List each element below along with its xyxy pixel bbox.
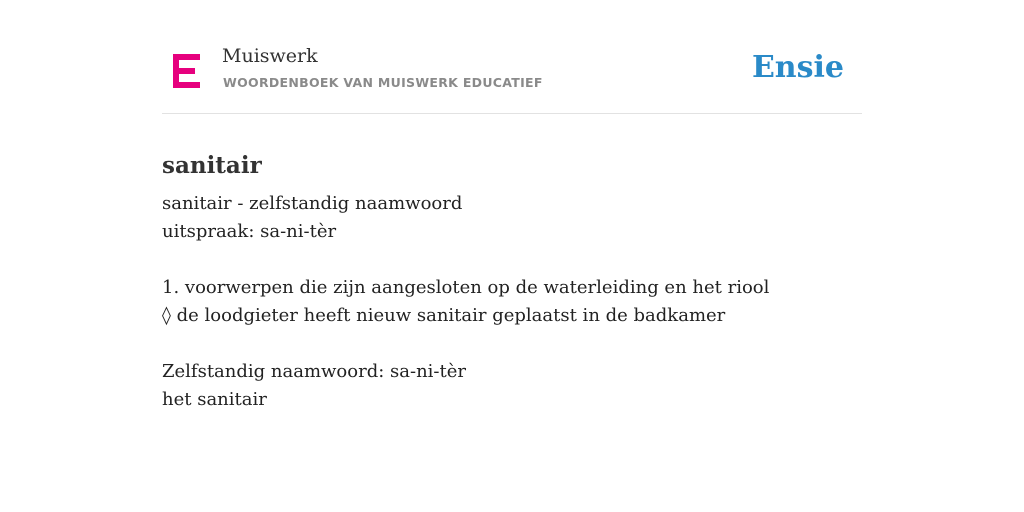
- brand-name[interactable]: Muiswerk: [222, 45, 318, 67]
- definition-line-word-class: sanitair - zelfstandig naamwoord: [162, 193, 463, 214]
- definition-line-spacer: [162, 246, 769, 274]
- logo-bar-top: [173, 54, 200, 60]
- definition-line-article: het sanitair: [162, 389, 267, 410]
- page-title: sanitair: [162, 152, 262, 180]
- page-container: [162, 0, 862, 410]
- ensie-logo[interactable]: Ensie: [751, 50, 844, 85]
- logo-bar-bottom: [173, 82, 200, 88]
- definition-line-pronunciation: uitspraak: sa-ni-tèr: [162, 221, 337, 242]
- brand-subtitle: WOORDENBOEK VAN MUISWERK EDUCATIEF: [223, 75, 543, 90]
- definition-line-example: ◊ de loodgieter heeft nieuw sanitair geplaatst in de badkamer: [162, 305, 726, 326]
- definition-line-spacer: [162, 330, 769, 358]
- site-header: [162, 0, 862, 114]
- definition-body: [162, 190, 769, 414]
- muiswerk-logo-icon[interactable]: [173, 54, 200, 88]
- logo-bar-middle: [173, 68, 195, 74]
- definition-line-meaning: 1. voorwerpen die zijn aangesloten op de waterleiding en het riool: [162, 277, 770, 298]
- definition-line-noun-pronunciation: Zelfstandig naamwoord: sa-ni-tèr: [162, 361, 466, 382]
